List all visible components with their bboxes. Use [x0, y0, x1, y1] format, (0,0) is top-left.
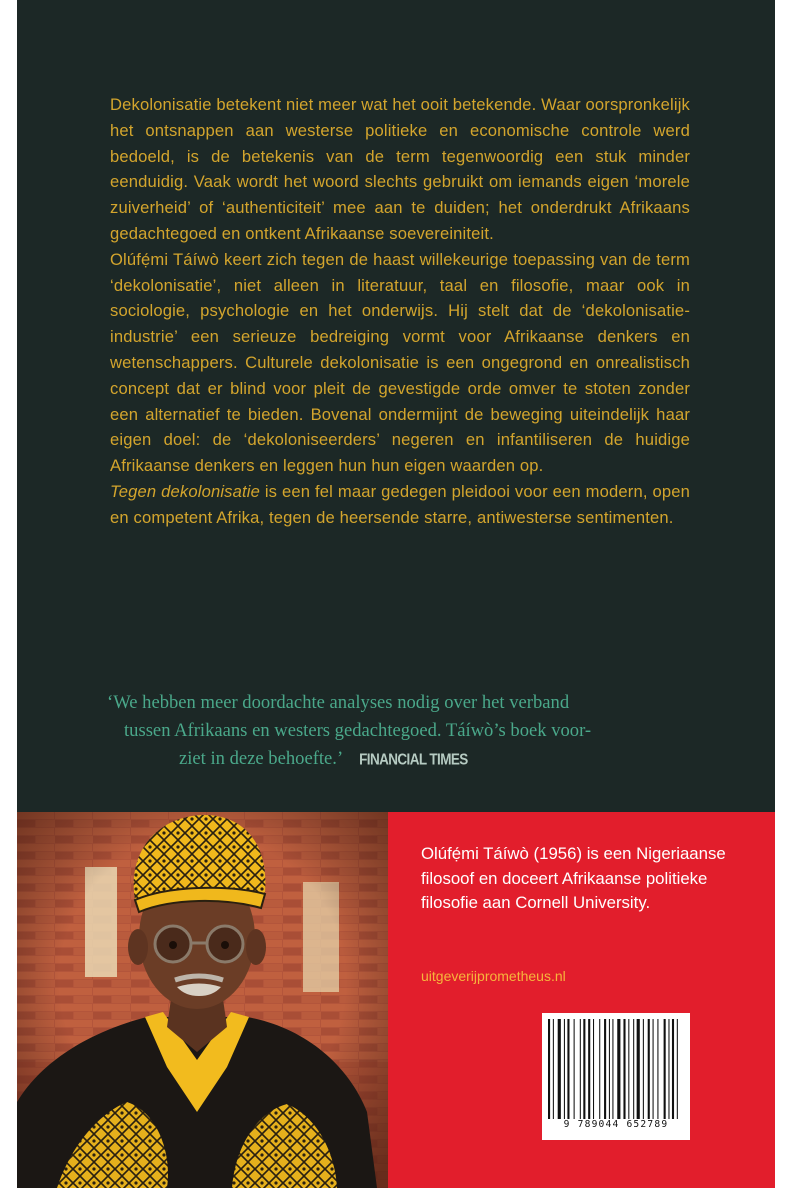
description-paragraph-3 [110, 479, 690, 531]
quote-line-1: ‘We hebben meer doordachte analyses nodig over het verband [107, 692, 570, 713]
quote-line-3: ziet in deze behoefte.’ [179, 748, 344, 769]
quote-source: FINANCIAL TIMES [359, 750, 468, 769]
author-photo [17, 812, 388, 1188]
barcode-bars [548, 1019, 684, 1121]
author-bio: Olúfẹ́mi Táíwò (1956) is een Nigeriaanse filosoof en doceert Afrikaanse politieke filosofie aan Cornell University. [421, 844, 726, 913]
description-paragraph-3-text: is een fel maar gedegen pleidooi voor een modern, open en competent Afrika, tegen de heersende starre, antiwesterse sentimenten. [110, 481, 690, 527]
quote-line-3-wrap [107, 745, 707, 774]
isbn-number: 9 789044 652789 [563, 1119, 669, 1130]
isbn-barcode [542, 1013, 690, 1140]
blurb-panel [17, 0, 775, 812]
author-bio-panel [388, 812, 775, 1188]
quote-line-2: tussen Afrikaans en westers gedachtegoed. Táíwò’s boek voor- [124, 720, 592, 741]
description-paragraph-2: Olúfẹ́mi Táíwò keert zich tegen de haast willekeurige toepassing van de term ‘dekolonisatie’, niet alleen in literatuur, taal en filosofie, maar ook in sociologie, psychologie en het onderwijs. Hij stelt dat de ‘dekolonisatie-industrie’ een serieuze bedreiging vormt voor Afrikaanse denkers en wetenschappers. Culturele dekolonisatie is een ongegrond en onrealistisch concept dat er blind voor pleit de gevestigde orde omver te stoten zonder een alternatief te bieden. Bovenal ondermijnt de beweging uiteindelijk haar eigen doel: de ‘dekoloniseerders’ negeren en infantiliseren de huidige Afrikaanse denkers en leggen hun hun eigen waarden op. [110, 249, 690, 476]
description-paragraph-1: Dekolonisatie betekent niet meer wat het ooit betekende. Waar oorspronkelijk het ontsnappen aan westerse politieke en economische controle werd bedoeld, is de betekenis van de term tegenwoordig een stuk minder eenduidig. Vaak wordt het woord slechts gebruikt om iemands eigen ‘morele zuiverheid’ of ‘authenticiteit’ mee aan te duiden; het onderdrukt Afrikaans gedachtegoed en ontkent Afrikaanse soevereiniteit. [110, 95, 690, 243]
book-back-cover [17, 0, 775, 1188]
publisher-website-link[interactable]: uitgeverijprometheus.nl [421, 968, 566, 984]
review-quote [107, 689, 707, 774]
book-description [110, 92, 690, 531]
book-title: Tegen dekolonisatie [110, 481, 260, 501]
